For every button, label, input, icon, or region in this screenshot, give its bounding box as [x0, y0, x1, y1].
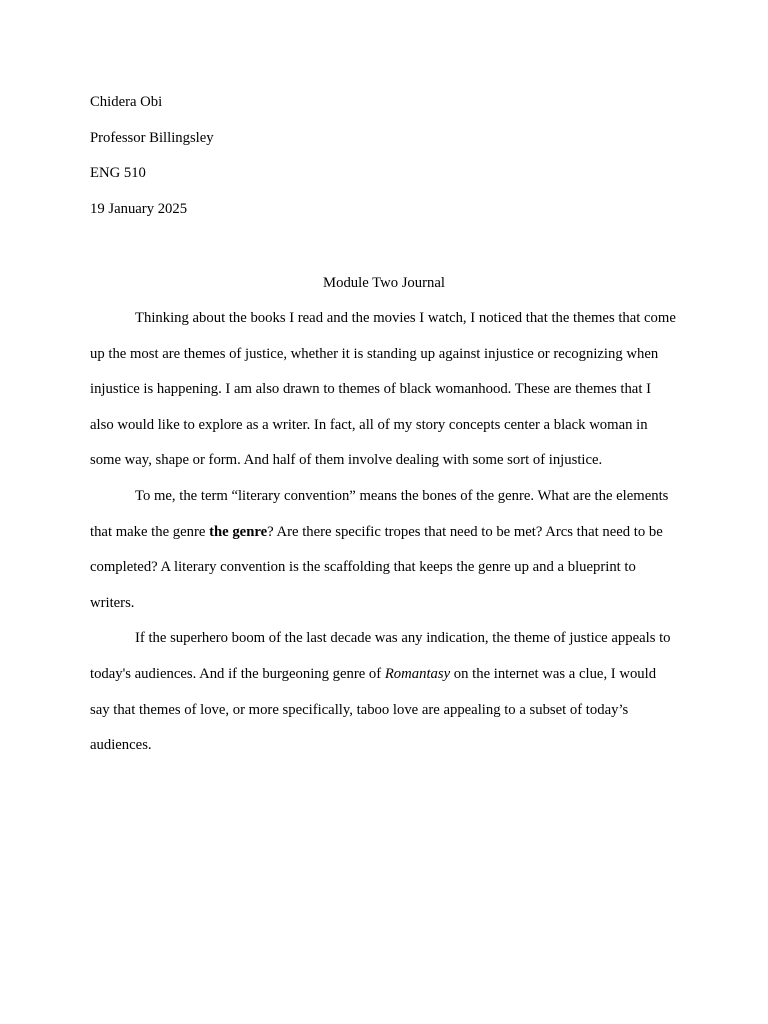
- paragraph-3: [90, 621, 678, 763]
- paragraph-2-text-before: To me, the term “literary convention” means the bones of the genre. What are the elements that make the genre: [90, 487, 669, 540]
- paragraph-2-text-after: ? Are there specific tropes that need to be met? Arcs that need to be completed? A literary convention is the scaffolding that keeps the genre up and a blueprint to writers.: [90, 523, 663, 611]
- mla-heading: [90, 92, 690, 234]
- paragraph-1-text: Thinking about the books I read and the movies I watch, I noticed that the themes that come up the most are themes of justice, whether it is standing up against injustice or recognizing when injustice is happening. I am also drawn to themes of black womanhood. These are themes that I also would like to explore as a writer. In fact, all of my story concepts center a black woman in some way, shape or form. And half of them involve dealing with some sort of injustice.: [90, 310, 676, 469]
- paragraph-2: [90, 479, 678, 621]
- professor-name: Professor Billingsley: [90, 129, 214, 146]
- paragraph-2-bold-text: the genre: [209, 523, 268, 540]
- document-date: 19 January 2025: [90, 200, 188, 217]
- course-name: ENG 510: [90, 165, 146, 182]
- document-body: [90, 301, 678, 764]
- paragraph-1: [90, 301, 678, 479]
- paragraph-3-italic-text: Romantasy: [384, 665, 451, 682]
- paragraph-3-text-after: on the internet was a clue, I would say that themes of love, or more specifically, taboo love are appealing to a subset of today’s audiences.: [90, 665, 657, 754]
- document-title: Module Two Journal: [323, 275, 445, 291]
- author-name: Chidera Obi: [90, 94, 163, 110]
- paragraph-3-text-before: If the superhero boom of the last decade was any indication, the theme of justice appeals to today's audiences. And if the burgeoning genre of: [90, 630, 671, 682]
